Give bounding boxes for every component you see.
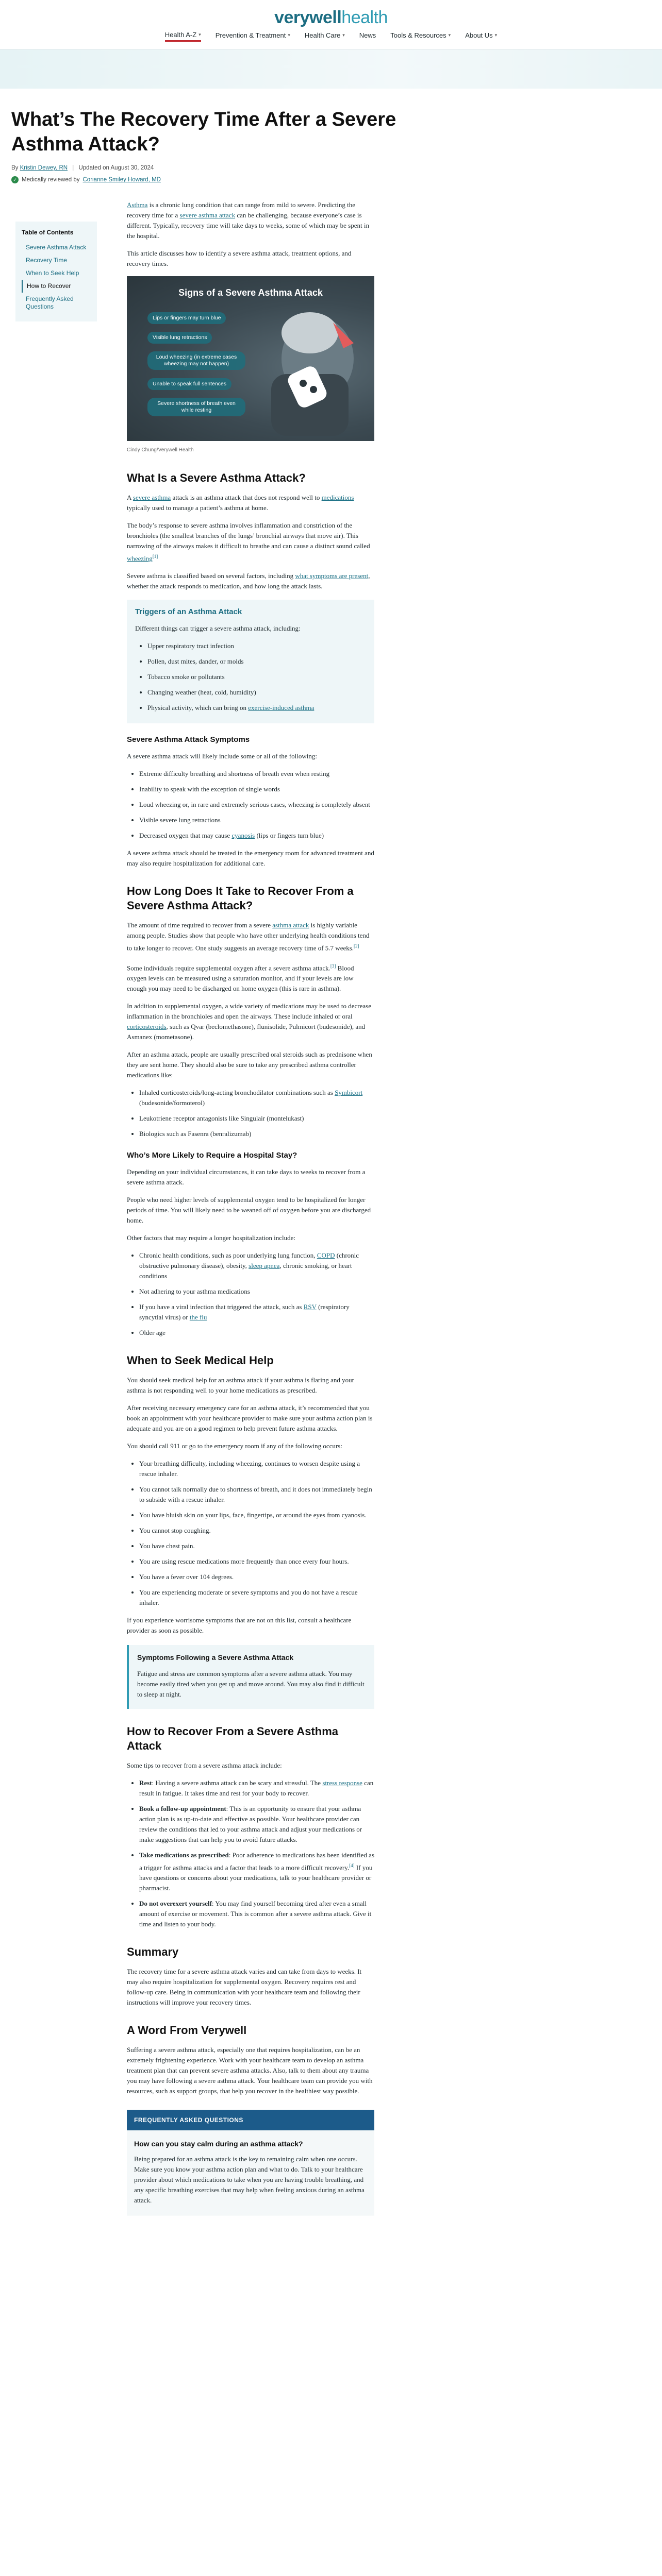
nav-about-us[interactable] xyxy=(465,31,497,42)
list-item: • Inability to speak with the exception of single words xyxy=(139,784,374,794)
text: , whether the attack responds to medication, and how long the attack lasts. xyxy=(127,572,370,590)
text: can result in fatigue. It takes time and rest for your body to recover. xyxy=(139,1778,374,1797)
intro-paragraph-2: This article discusses how to identify a severe asthma attack, treatment options, and recovery times. xyxy=(127,249,352,267)
citation[interactable]: [2] xyxy=(354,943,359,949)
text: : Having a severe asthma attack can be scary and stressful. The xyxy=(152,1778,323,1787)
article-page xyxy=(0,89,662,2236)
severe-asthma-attack-link[interactable]: severe asthma attack xyxy=(179,211,236,219)
text: Decreased oxygen that may cause xyxy=(139,832,232,840)
nav-label: Tools & Resources xyxy=(390,31,446,39)
infographic-pill: Lips or fingers may turn blue xyxy=(147,312,226,324)
list-item: • You have a fever over 104 degrees. xyxy=(139,1572,374,1582)
text: The body’s response to severe asthma involves inflammation and constriction of the bronchioles (the smallest branches of the lungs’ bronchial airways that move air). This narrowing of the airways makes it difficult to breathe and can cause a distinct sound called xyxy=(127,521,370,550)
citation[interactable]: [4] xyxy=(349,1862,355,1868)
paragraph xyxy=(127,1001,374,1042)
paragraph xyxy=(127,493,374,513)
toc-item-severe-asthma-attack[interactable]: Severe Asthma Attack xyxy=(26,244,87,251)
nav-prevention-treatment[interactable] xyxy=(216,31,290,42)
list-item: • Changing weather (heat, cold, humidity) xyxy=(147,687,366,698)
cyanosis-link[interactable]: cyanosis xyxy=(231,832,255,840)
medical-review xyxy=(11,176,662,183)
callout-text: Fatigue and stress are common symptoms after a severe asthma attack. You may become easily tired when you get up and move around. You may also find it difficult to sleep at night. xyxy=(137,1669,365,1698)
list-item: • Extreme difficulty breathing and shortness of breath even when resting xyxy=(139,769,374,779)
list-item xyxy=(139,1778,374,1799)
corticosteroids-link[interactable]: corticosteroids xyxy=(127,1022,167,1030)
paragraph: Suffering a severe asthma attack, especially one that requires hospitalization, can be an extremely frightening experience. Work with your healthcare team to develop an asthma treatment plan that can prevent severe asthma attacks. Also, talk to them about any trauma you may have following a severe asthma attack. Your healthcare team can provide you with resources, such as support groups, that help you recover in the healthiest way possible. xyxy=(127,2046,373,2095)
text: Physical activity, which can bring on xyxy=(147,704,249,712)
section-heading-recovery: How Long Does It Take to Recover From a Severe Asthma Attack? xyxy=(127,885,354,912)
toc-item-faq[interactable]: Frequently Asked Questions xyxy=(26,295,74,310)
paragraph: You should call 911 or go to the emergency room if any of the following occurs: xyxy=(127,1442,342,1450)
list-item: • You are using rescue medications more frequently than once every four hours. xyxy=(139,1556,374,1567)
faq-section xyxy=(127,2110,374,2215)
symptoms-link[interactable]: what symptoms are present xyxy=(295,572,369,580)
section-heading-seek-help: When to Seek Medical Help xyxy=(127,1353,274,1367)
symptoms-following-callout xyxy=(127,1645,374,1709)
medications-link[interactable]: medications xyxy=(321,494,354,501)
text: In addition to supplemental oxygen, a wide variety of medications may be used to decrease inflammation in the bronchioles and open the airways. These include inhaled or oral xyxy=(127,1002,371,1020)
paragraph: The recovery time for a severe asthma attack varies and can take from days to weeks. It may also require hospitalization for supplemental oxygen. Recovery requires rest and follow-up care. Being in communication with your healthcare team and following their instructions will improve your recovery times. xyxy=(127,1968,362,2007)
paragraph: You should seek medical help for an asthma attack if your asthma is flaring and your asthma is not responding well to your home medications as prescribed. xyxy=(127,1376,354,1394)
symptoms-intro: A severe asthma attack will likely include some or all of the following: xyxy=(127,752,317,760)
faq-item[interactable] xyxy=(127,2130,374,2215)
tip-title: Rest xyxy=(139,1778,152,1787)
paragraph: Depending on your individual circumstances, it can take days to weeks to recover from a severe asthma attack. xyxy=(127,1167,366,1186)
text: Some individuals require supplemental oxygen after a severe asthma attack. xyxy=(127,963,330,972)
section-heading-severe-attack: What Is a Severe Asthma Attack? xyxy=(127,471,306,484)
text: Severe asthma is classified based on several factors, including xyxy=(127,572,295,580)
list-item xyxy=(139,1850,374,1893)
text: attack is an asthma attack that does not respond well to xyxy=(171,494,322,501)
page-title: What’s The Recovery Time After a Severe Asthma Attack? xyxy=(11,109,396,155)
list-item: • You cannot talk normally due to shortness of breath, and it does not immediately begin to subside with a rescue inhaler. xyxy=(139,1484,374,1505)
text: : You may find yourself becoming tired after even a small amount of exercise or movement. This is common after a severe asthma attack. Give it time and listen to your body. xyxy=(139,1900,372,1928)
infographic-pill: Loud wheezing (in extreme cases wheezing may not happen) xyxy=(147,351,245,370)
citation[interactable]: [1] xyxy=(152,554,158,559)
text: is a chronic lung condition that can range from mild to severe. Predicting the recovery time for a xyxy=(127,201,355,219)
text: Blood oxygen levels can be measured using a saturation monitor, and if your levels are low enough you may need to be discharged on home oxygen (this is rare in asthma). xyxy=(127,963,354,992)
paragraph xyxy=(127,571,374,591)
tip-title: Book a follow-up appointment xyxy=(139,1804,226,1812)
text: Chronic health conditions, such as poor underlying lung function, xyxy=(139,1251,317,1259)
chevron-down-icon: ▾ xyxy=(342,32,345,38)
infographic-pill: Visible lung retractions xyxy=(147,332,212,344)
reviewed-label: Medically reviewed by xyxy=(22,177,80,183)
nav-label: Health Care xyxy=(304,31,341,39)
chevron-down-icon: ▾ xyxy=(198,31,201,37)
paragraph xyxy=(127,520,374,564)
text: If you have a viral infection that triggered the attack, such as xyxy=(139,1302,304,1311)
infographic-pill: Unable to speak full sentences xyxy=(147,378,231,390)
text: (respiratory syncytial virus) or xyxy=(139,1302,350,1321)
nav-tools-resources[interactable] xyxy=(390,31,451,42)
nav-label: Health A-Z xyxy=(164,30,197,39)
text: can be challenging, because everyone’s case is different. Typically, recovery time will take days to weeks, some of which may be spent in the hospital. xyxy=(127,211,369,240)
list-item: • Your breathing difficulty, including wheezing, continues to worsen despite using a rescue inhaler. xyxy=(139,1459,374,1479)
symptoms-outro: A severe asthma attack should be treated in the emergency room for advanced treatment and may also require hospitalization for additional care. xyxy=(127,849,374,868)
faq-header: FREQUENTLY ASKED QUESTIONS xyxy=(127,2110,374,2130)
byline xyxy=(11,165,662,171)
triggers-callout xyxy=(127,600,374,723)
logo-bold: verywell xyxy=(274,7,342,27)
nav-label: News xyxy=(359,31,376,39)
nav-news[interactable] xyxy=(359,31,376,42)
site-header xyxy=(0,0,662,49)
citation[interactable]: [3] xyxy=(330,963,336,969)
list-item xyxy=(139,1899,374,1929)
severe-asthma-link[interactable]: severe asthma xyxy=(133,494,171,501)
faq-answer: Being prepared for an asthma attack is the key to remaining calm when one occurs. Make sure you know your asthma action plan and what to do. Talk to your healthcare provider about which medications to take when you are having trouble breathing, and any specific breathing exercises that may help when feeling anxious during an asthma attack. xyxy=(134,2155,365,2205)
paragraph: Other factors that may require a longer hospitalization include: xyxy=(127,1233,296,1242)
byline-separator: | xyxy=(72,165,74,171)
nav-health-a-z[interactable] xyxy=(165,31,201,42)
hospital-factors-list xyxy=(139,1250,374,1338)
symptoms-heading: Severe Asthma Attack Symptoms xyxy=(127,735,250,744)
list-item: • Tobacco smoke or pollutants xyxy=(147,672,366,682)
stress-response-link[interactable]: stress response xyxy=(322,1778,362,1787)
list-item: • Biologics such as Fasenra (benralizumab) xyxy=(139,1129,374,1139)
symptoms-list xyxy=(139,769,374,841)
infographic-caption: Cindy Chung/Verywell Health xyxy=(127,447,194,453)
infographic xyxy=(127,276,374,441)
by-label: By xyxy=(11,165,19,171)
nav-label: About Us xyxy=(465,31,493,39)
emergency-list xyxy=(139,1459,374,1608)
list-item xyxy=(147,703,366,713)
paragraph: If you experience worrisome symptoms that are not on this list, consult a healthcare provider as soon as possible. xyxy=(127,1616,352,1634)
text: The amount of time required to recover from a severe xyxy=(127,921,273,929)
list-item: • Pollen, dust mites, dander, or molds xyxy=(147,656,366,667)
paragraph xyxy=(127,961,374,994)
triggers-heading: Triggers of an Asthma Attack xyxy=(135,607,242,617)
paragraph: After an asthma attack, people are usually prescribed oral steroids such as prednisone when they are sent home. They should also be sure to take any prescribed asthma controller medications like: xyxy=(127,1050,372,1079)
reviewer-link[interactable]: Corianne Smiley Howard, MD xyxy=(82,177,161,183)
section-heading-word-from-verywell: A Word From Verywell xyxy=(127,2024,247,2037)
article-header xyxy=(0,89,662,183)
symbicort-link[interactable]: Symbicort xyxy=(335,1088,363,1096)
article-body xyxy=(127,200,374,2215)
triggers-list xyxy=(147,641,366,713)
paragraph: After receiving necessary emergency care for an asthma attack, it’s recommended that you book an appointment with your healthcare provider to make sure your asthma action plan is adequate and you are on a good regimen to help prevent future asthma attacks. xyxy=(127,1403,373,1432)
asthma-link[interactable]: Asthma xyxy=(127,201,148,209)
asthma-attack-link[interactable]: asthma attack xyxy=(272,921,309,929)
nav-health-care[interactable] xyxy=(305,31,345,42)
list-item: • You have bluish skin on your lips, face, fingertips, or around the eyes from cyanosis. xyxy=(139,1510,374,1520)
text: , chronic smoking, or heart conditions xyxy=(139,1261,352,1280)
author-link[interactable]: Kristin Dewey, RN xyxy=(20,165,68,171)
infographic-pill: Severe shortness of breath even while resting xyxy=(147,398,245,416)
sleep-apnea-link[interactable]: sleep apnea xyxy=(249,1261,280,1269)
list-item xyxy=(139,1250,374,1281)
text: is highly variable among people. Studies show that people who have other underlying health conditions tend to take longer to recover. One study suggests an average recovery time of 5.7 weeks. xyxy=(127,921,370,952)
list-item xyxy=(139,1302,374,1323)
infographic-title: Signs of a Severe Asthma Attack xyxy=(178,287,323,298)
list-item: • Visible severe lung retractions xyxy=(139,815,374,825)
hospital-heading: Who’s More Likely to Require a Hospital Stay? xyxy=(127,1150,297,1160)
chevron-down-icon: ▾ xyxy=(448,32,451,38)
text: , such as Qvar (beclomethasone), flunisolide, Pulmicort (budesonide), and Asmanex (mometasone). xyxy=(127,1022,366,1041)
section-heading-how-to-recover: How to Recover From a Severe Asthma Attack xyxy=(127,1724,338,1752)
chevron-down-icon: ▾ xyxy=(494,32,498,38)
intro-paragraph-1 xyxy=(127,200,374,241)
text: typically used to manage a patient’s asthma at home. xyxy=(127,504,269,512)
list-item: • Leukotriene receptor antagonists like Singulair (montelukast) xyxy=(139,1113,374,1124)
updated-date: Updated on August 30, 2024 xyxy=(78,165,154,171)
paragraph: Some tips to recover from a severe asthma attack include: xyxy=(127,1761,282,1769)
text: (chronic obstructive pulmonary disease), obesity, xyxy=(139,1251,359,1269)
exercise-induced-asthma-link[interactable]: exercise-induced asthma xyxy=(248,704,315,712)
list-item: • Older age xyxy=(139,1328,374,1338)
text: (lips or fingers turn blue) xyxy=(255,832,324,840)
text: A xyxy=(127,494,133,501)
article-layout xyxy=(0,183,662,2236)
list-item xyxy=(139,1804,374,1845)
list-item: • Upper respiratory tract infection xyxy=(147,641,366,651)
toc-item-how-to-recover[interactable]: How to Recover xyxy=(22,280,91,293)
list-item: • You have chest pain. xyxy=(139,1541,374,1551)
callout-heading: Symptoms Following a Severe Asthma Attack xyxy=(137,1653,294,1662)
copd-link[interactable]: COPD xyxy=(317,1251,335,1259)
list-item xyxy=(139,831,374,841)
logo-light: health xyxy=(341,7,388,27)
toc-title: Table of Contents xyxy=(22,229,74,236)
tip-title: Take medications as prescribed xyxy=(139,1851,229,1859)
text: Inhaled corticosteroids/long-acting bronchodilator combinations such as xyxy=(139,1088,335,1096)
paragraph: People who need higher levels of supplemental oxygen tend to be hospitalized for longer periods of time. You will likely need to be weaned off of oxygen before you are discharged home. xyxy=(127,1195,371,1224)
hero-band xyxy=(0,49,662,89)
medications-list xyxy=(139,1088,374,1139)
text: : This is an opportunity to ensure that your asthma action plan is as up-to-date and effective as possible. Your healthcare provider can review the conditions that led to your asthma attack and adjust your medications or make suggestions that can help you to avoid future attacks. xyxy=(139,1804,362,1843)
checkmark-icon: ✓ xyxy=(11,176,19,183)
list-item: • You are experiencing moderate or severe symptoms and you do not have a rescue inhaler. xyxy=(139,1587,374,1608)
site-logo[interactable] xyxy=(274,8,388,28)
table-of-contents xyxy=(15,222,97,321)
recovery-tips-list xyxy=(139,1778,374,1929)
text: : Poor adherence to medications has been identified as a trigger for asthma attacks and a factor that leads to a more difficult recovery. xyxy=(139,1851,375,1872)
text: If you have questions or concerns about your medications, talk to your healthcare provider or pharmacist. xyxy=(139,1863,373,1892)
nav-label: Prevention & Treatment xyxy=(215,31,286,39)
rsv-link[interactable]: RSV xyxy=(303,1302,317,1311)
list-item: • Loud wheezing or, in rare and extremely serious cases, wheezing is completely absent xyxy=(139,800,374,810)
toc-item-when-to-seek-help[interactable]: When to Seek Help xyxy=(26,269,79,277)
list-item: • Not adhering to your asthma medications xyxy=(139,1286,374,1297)
wheezing-link[interactable]: wheezing xyxy=(127,554,153,563)
triggers-intro: Different things can trigger a severe asthma attack, including: xyxy=(135,624,301,633)
flu-link[interactable]: the flu xyxy=(189,1313,207,1321)
tip-title: Do not overexert yourself xyxy=(139,1900,212,1908)
person-with-inhaler-illustration xyxy=(261,312,359,436)
paragraph xyxy=(127,920,374,953)
faq-question: How can you stay calm during an asthma attack? xyxy=(134,2140,303,2148)
toc-item-recovery-time[interactable]: Recovery Time xyxy=(26,257,68,264)
section-heading-summary: Summary xyxy=(127,1945,179,1959)
main-nav xyxy=(165,31,497,42)
list-item xyxy=(139,1088,374,1108)
list-item: • You cannot stop coughing. xyxy=(139,1526,374,1536)
text: (budesonide/formoterol) xyxy=(139,1098,205,1107)
chevron-down-icon: ▾ xyxy=(288,32,290,38)
